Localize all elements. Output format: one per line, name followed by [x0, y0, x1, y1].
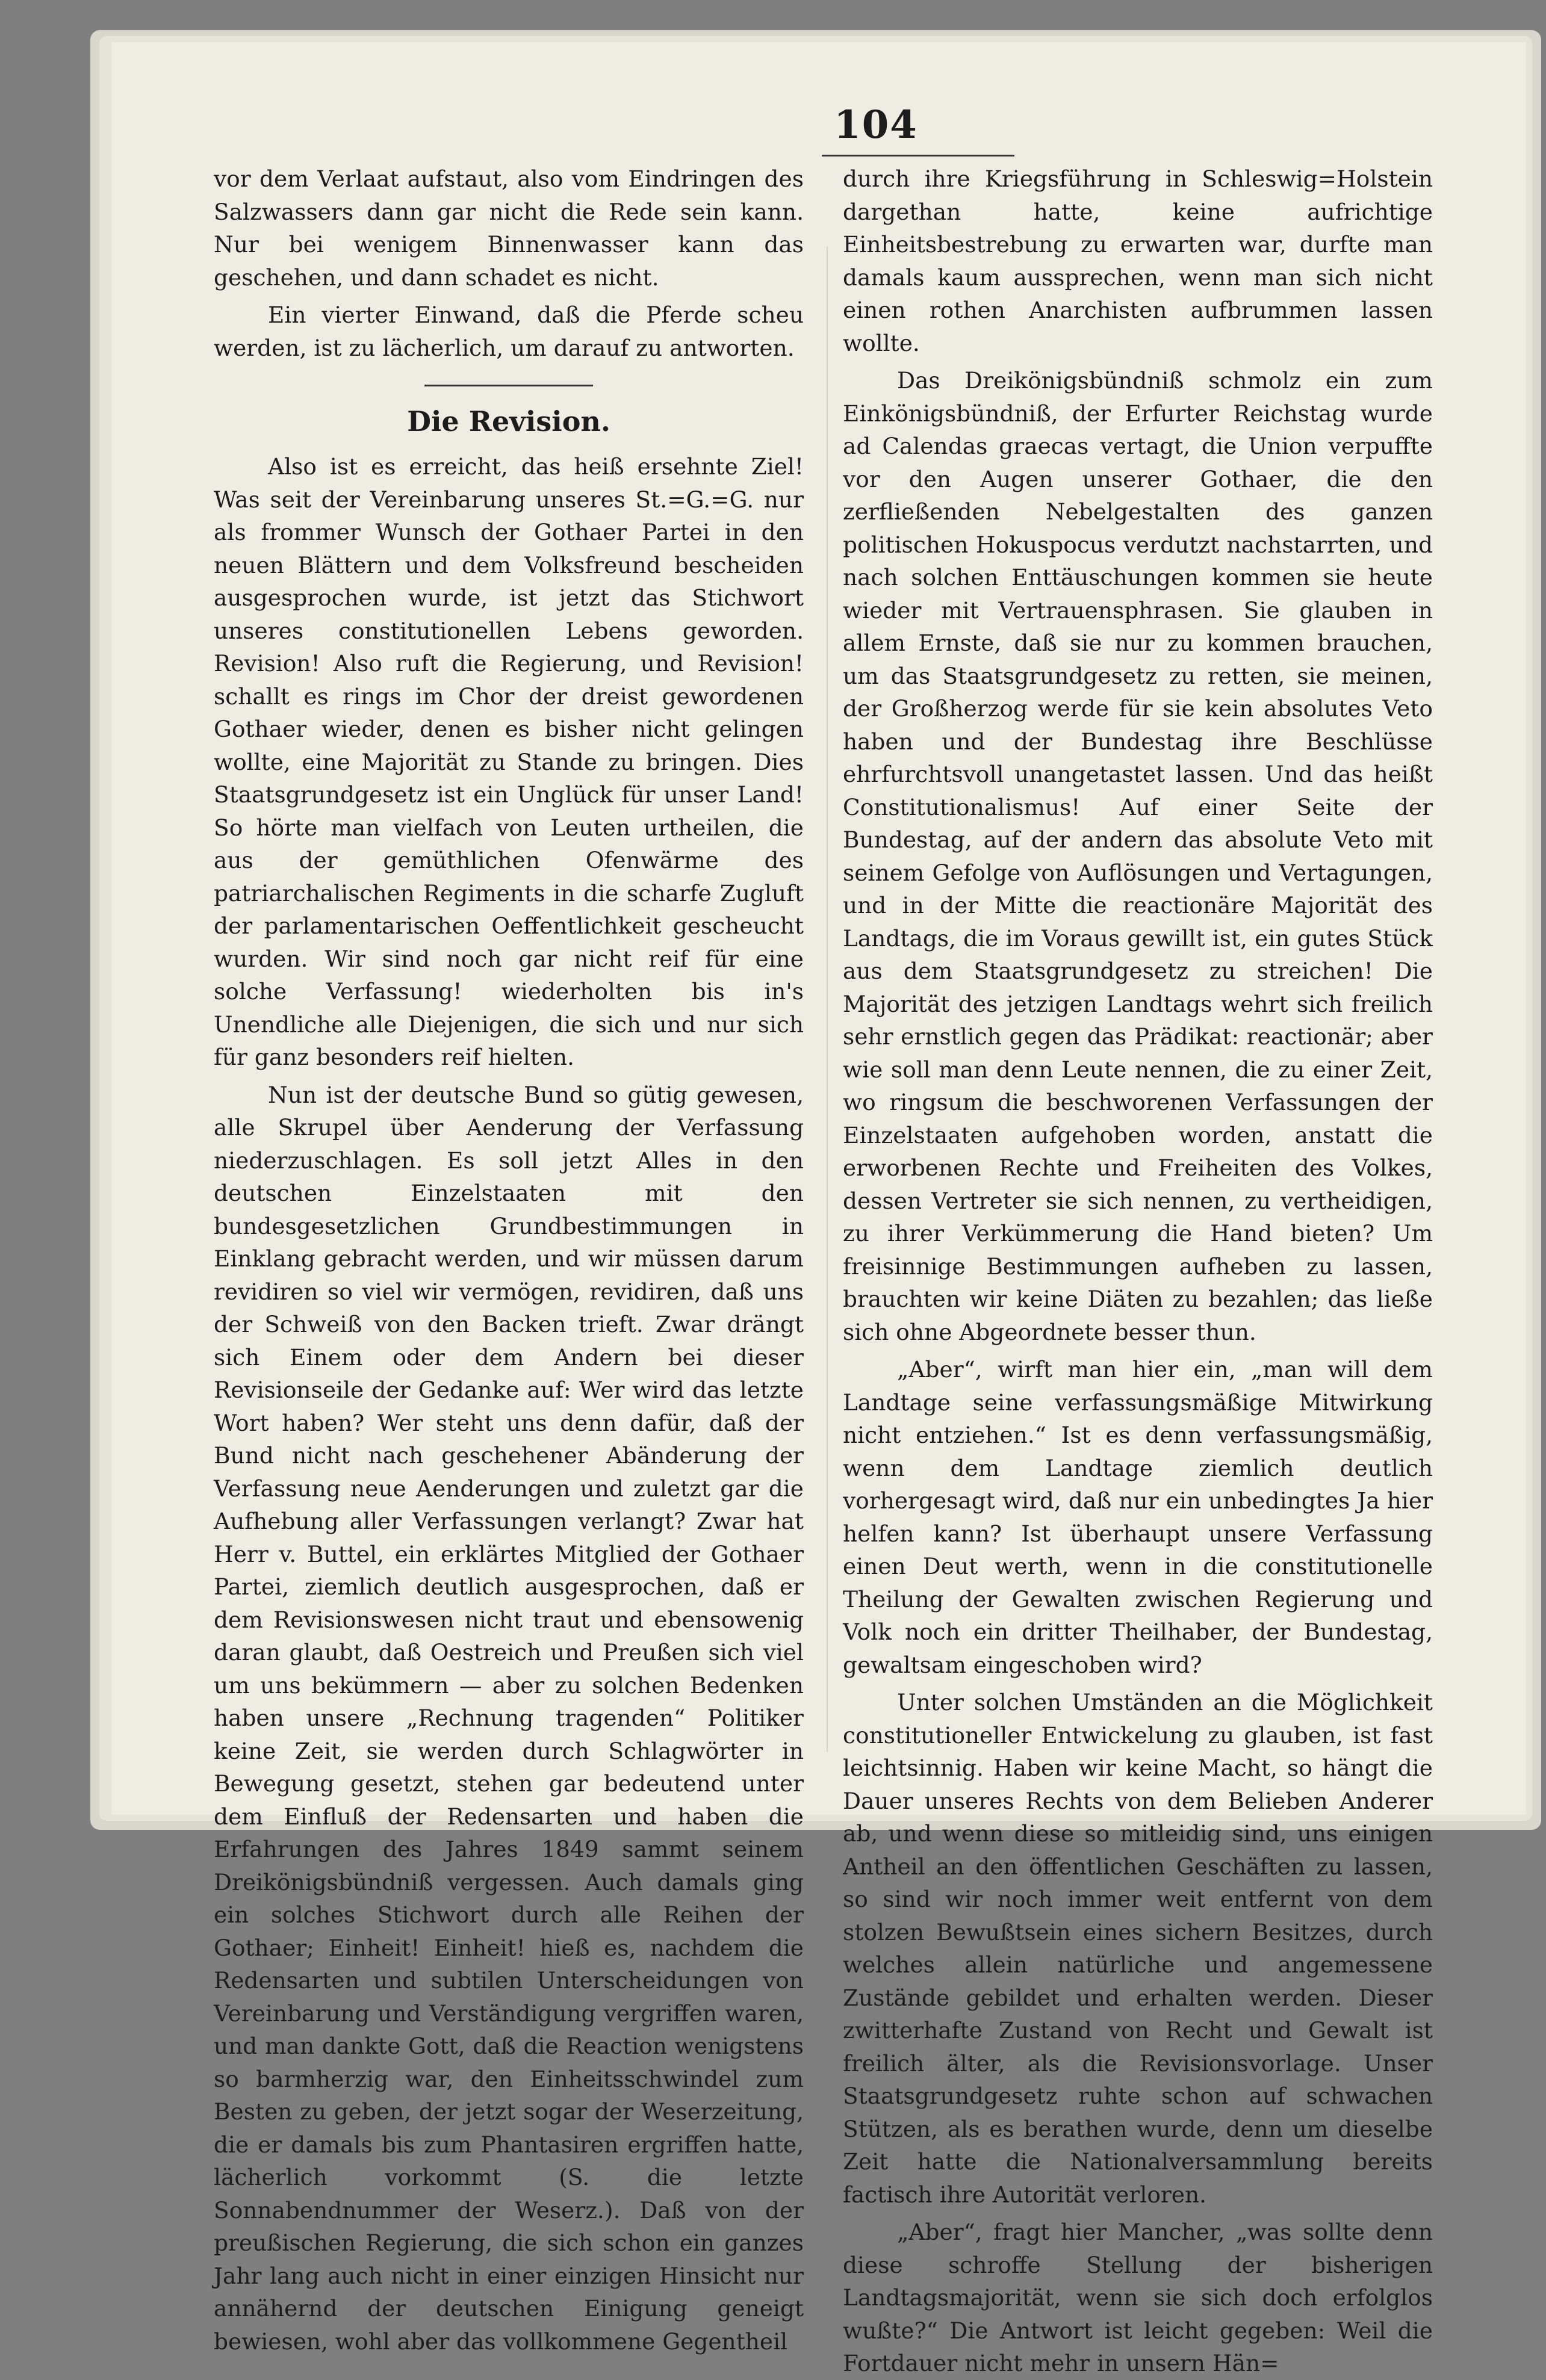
paragraph: Also ist es erreicht, das heiß ersehnte Ziel! Was seit der Vereinbarung unseres St.=G.=G. nur als frommer Wunsch der Gothaer Partei in den neuen Blättern und dem Volksfreund bescheiden ausgesprochen wurde, ist jetzt das Stichwort unseres constitutionellen Lebens geworden. Revision! Also ruft die Regierung, und Revision! schallt es rings im Chor der dreist gewordenen Gothaer wieder, denen es bisher nicht gelingen wollte, eine Majorität zu Stande zu bringen. Dies Staatsgrundgesetz ist ein Unglück für unser Land! So hörte man vielfach von Leuten urtheilen, die aus der gemüthlichen Ofenwärme des patriarchalischen Regiments in die scharfe Zugluft der parlamentarischen Oeffentlichkeit gescheucht wurden. Wir sind noch gar nicht reif für eine solche Verfassung! wiederholten bis in's Unendliche alle Diejenigen, die sich und nur sich für ganz besonders reif hielten.: [214, 453, 804, 1070]
right-column: [843, 163, 1433, 2376]
book-page: [111, 42, 1526, 2376]
paragraph: Unter solchen Umständen an die Möglichkeit constitutioneller Entwickelung zu glauben, ist fast leichtsinnig. Haben wir keine Macht, so hängt die Dauer unseres Rechts von dem Belieben Anderer ab, und wenn diese so mitleidig sind, uns einigen Antheil an den öffentlichen Geschäften zu lassen, so sind wir noch immer weit entfernt von dem stolzen Bewußtsein eines sichern Besitzes, durch welches allein natürliche und angemessene Zustände gebildet und erhalten werden. Dieser zwitterhafte Zustand von Recht und Gewalt ist freilich älter, als die Revisionsvorlage. Unser Staatsgrundgesetz ruhte schon auf schwachen Stützen, als es berathen wurde, denn um dieselbe Zeit hatte die Nationalversammlung bereits factisch ihre Autorität verloren.: [843, 1689, 1433, 2208]
page-number: 104: [834, 102, 918, 147]
left-column: [214, 163, 804, 2355]
article-heading: Die Revision.: [407, 405, 610, 438]
paragraph: Ein vierter Einwand, daß die Pferde scheu werden, ist zu lächerlich, um darauf zu antworten.: [214, 302, 804, 361]
column-gutter: [827, 247, 828, 1752]
paragraph: „Aber“, fragt hier Mancher, „was sollte denn diese schroffe Stellung der bisherigen Landtagsmajorität, wenn sie sich doch erfolglos wußte?“ Die Antwort ist leicht gegeben: Weil die Fortdauer nicht mehr in unsern Hän=: [843, 2219, 1433, 2376]
paragraph: Das Dreikönigsbündniß schmolz ein zum Einkönigsbündniß, der Erfurter Reichstag wurde ad Calendas graecas vertagt, die Union verpuffte vor den Augen unserer Gothaer, die den zerfließenden Nebelgestalten des ganzen politischen Hokuspocus verdutzt nachstarrten, und nach solchen Enttäuschungen kommen sie heute wieder mit Vertrauensphrasen. Sie glauben in allem Ernste, daß sie nur zu kommen brauchen, um das Staatsgrundgesetz zu retten, sie meinen, der Großherzog werde für sie kein absolutes Veto haben und der Bundestag ihre Beschlüsse ehrfurchtsvoll unangetastet lassen. Und das heißt Constitutionalismus! Auf einer Seite der Bundestag, auf der andern das absolute Veto mit seinem Gefolge von Auflösungen und Vertagungen, und in der Mitte die reactionäre Majorität des Landtags, die im Voraus gewillt ist, ein gutes Stück aus dem Staatsgrundgesetz zu streichen! Die Majorität des jetzigen Landtags wehrt sich freilich sehr ernstlich gegen das Prädikat: reactionär; aber wie soll man denn Leute nennen, die zu einer Zeit, wo ringsum die beschworenen Verfassungen der Einzelstaaten aufgehoben worden, anstatt die erworbenen Rechte und Freiheiten des Volkes, dessen Vertreter sie sich nennen, zu vertheidigen, zu ihrer Verkümmerung die Hand bieten? Um freisinnige Bestimmungen aufheben zu lassen, brauchten wir keine Diäten zu bezahlen; das ließe sich ohne Abgeordnete besser thun.: [843, 367, 1433, 1345]
paragraph-continued: durch ihre Kriegsführung in Schleswig=Holstein dargethan hatte, keine aufrichtige Einheitsbestrebung zu erwarten war, durfte man damals kaum aussprechen, wenn man sich nicht einen rothen Anarchisten aufbrummen lassen wollte.: [843, 166, 1433, 356]
paragraph: Nun ist der deutsche Bund so gütig gewesen, alle Skrupel über Aenderung der Verfassung niederzuschlagen. Es soll jetzt Alles in den deutschen Einzelstaaten mit den bundesgesetzlichen Grundbestimmungen in Einklang gebracht werden, und wir müssen darum revidiren so viel wir vermögen, revidiren, daß uns der Schweiß von den Backen trieft. Zwar drängt sich Einem oder dem Andern bei dieser Revisionseile der Gedanke auf: Wer wird das letzte Wort haben? Wer steht uns denn dafür, daß der Bund nicht nach geschehener Abänderung der Verfassung neue Aenderungen und zuletzt gar die Aufhebung aller Verfassungen verlangt? Zwar hat Herr v. Buttel, ein erklärtes Mitglied der Gothaer Partei, ziemlich deutlich ausgesprochen, daß er dem Revisionswesen nicht traut und ebensowenig daran glaubt, daß Oestreich und Preußen sich viel um uns bekümmern — aber zu solchen Bedenken haben unsere „Rechnung tragenden“ Politiker keine Zeit, sie werden durch Schlagwörter in Bewegung gesetzt, stehen gar bedeutend unter dem Einfluß der Redensarten und haben die Erfahrungen des Jahres 1849 sammt seinem Dreikönigsbündniß vergessen. Auch damals ging ein solches Stichwort durch alle Reihen der Gothaer; Einheit! Einheit! hieß es, nachdem die Redensarten und subtilen Unterscheidungen von Vereinbarung und Verständigung vergriffen waren, und man dankte Gott, daß die Reaction wenigstens so barmherzig war, den Einheitsschwindel zum Besten zu geben, der jetzt sogar der Weserzeitung, die er damals bis zum Phantasiren ergriffen hatte, lächerlich vorkommt (S. die letzte Sonnabendnummer der Weserz.). Daß von der preußischen Regierung, die sich schon ein ganzes Jahr lang auch nicht in einer einzigen Hinsicht nur annähernd der deutschen Einigung geneigt bewiesen, wohl aber das vollkommene Gegentheil: [214, 1081, 804, 2355]
paragraph-continued: vor dem Verlaat aufstaut, also vom Eindringen des Salzwassers dann gar nicht die Rede sein kann. Nur bei wenigem Binnenwasser kann das geschehen, und dann schadet es nicht.: [214, 166, 804, 291]
section-divider: [424, 385, 593, 386]
page-number-rule: [822, 155, 1014, 156]
paragraph: „Aber“, wirft man hier ein, „man will dem Landtage seine verfassungsmäßige Mitwirkung nicht entziehen.“ Ist es denn verfassungsmäßig, wenn dem Landtage ziemlich deutlich vorhergesagt wird, daß nur ein unbedingtes Ja hier helfen kann? Ist überhaupt unsere Verfassung einen Deut werth, wenn in die constitutionelle Theilung der Gewalten zwischen Regierung und Volk noch ein dritter Theilhaber, der Bundestag, gewaltsam eingeschoben wird?: [843, 1356, 1433, 1678]
